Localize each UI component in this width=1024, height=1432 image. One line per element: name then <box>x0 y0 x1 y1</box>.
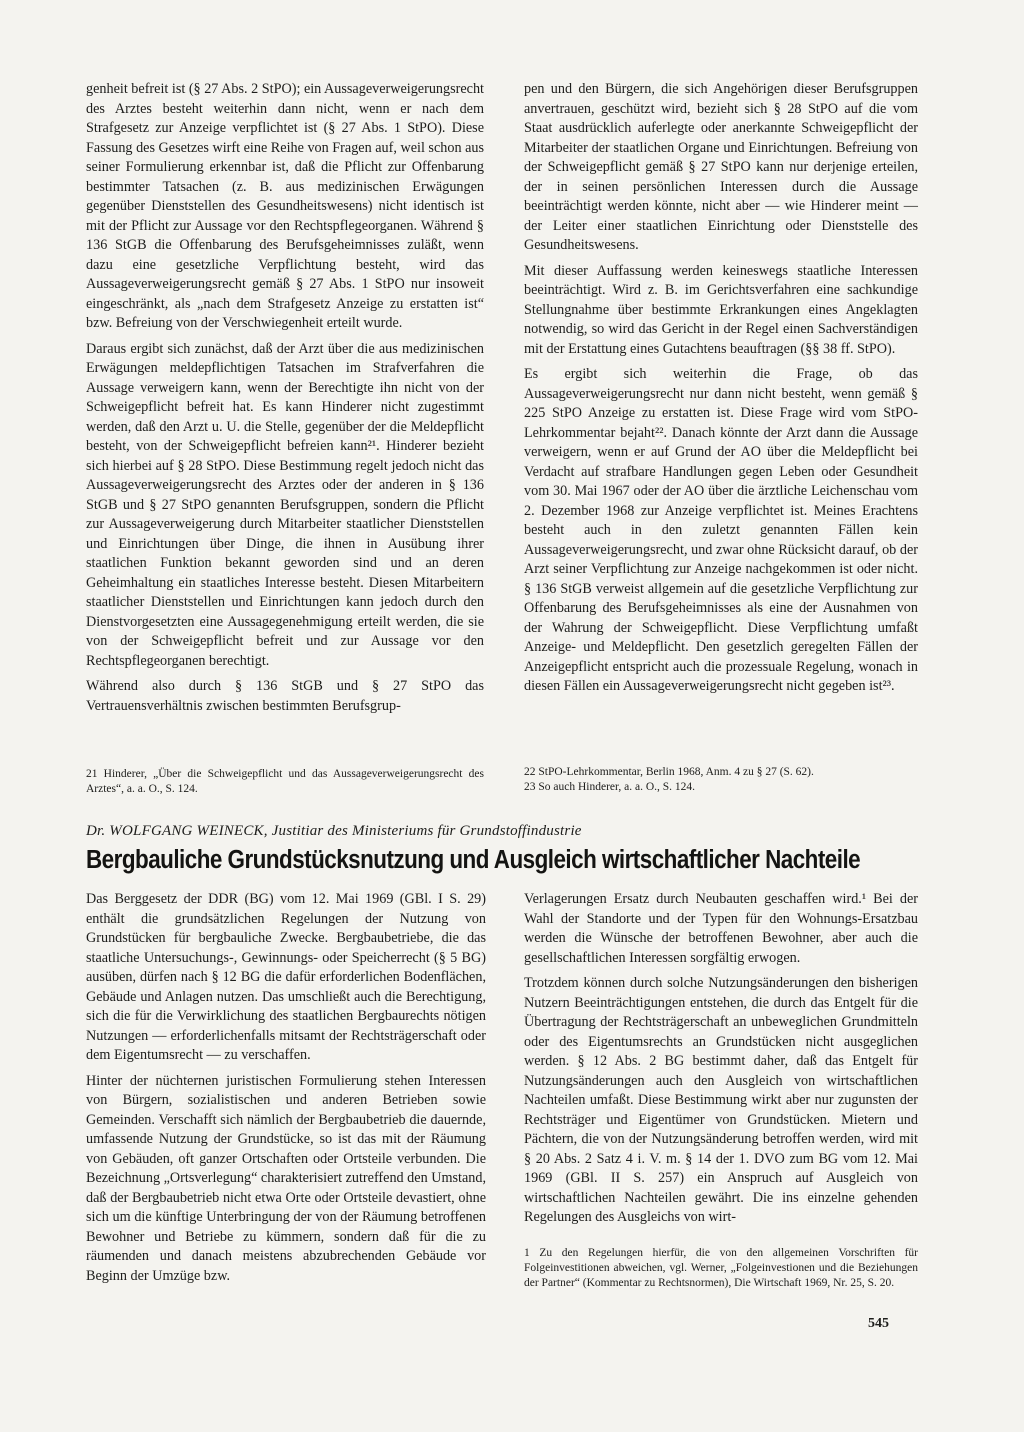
footnote: 21 Hinderer, „Über die Schweigepflicht und das Aussageverweigerungsrecht des Arztes“, a. a. O., S. 124. <box>86 768 484 795</box>
paragraph: Es ergibt sich weiterhin die Frage, ob das Aussageverweigerungsrecht nur dann nicht besteht, wenn gemäß § 225 StPO Anzeige zu erstatten ist. Diese Frage wird vom StPO-Lehrkommentar bejaht²². Danach könnte der Arzt dann die Aussage verweigern, wenn er auf Grund der AO über die Meldepflicht bei Verdacht auf strafbare Handlungen gegen Leben oder Gesundheit vom 30. Mai 1967 oder der AO über die ärztliche Leichenschau vom 2. Dezember 1968 zur Anzeige verpflichtet ist. Meines Erachtens besteht auch in den zuletzt genannten Fällen kein Aussageverweigerungsrecht, und zwar ohne Rücksicht darauf, ob der Arzt seiner Verpflichtung zur Anzeige nachgekommen ist oder nicht. § 136 StGB verweist allgemein auf die gesetzliche Verpflichtung zur Offenbarung des Berufsgeheimnisses als eine der Ausnahmen von der Wahrung der Schweigepflicht. Diese Verpflichtung umfaßt Anzeige- und Meldepflicht. Den gesetzlich geregelten Fällen der Anzeigepflicht entspricht auch die prozessuale Regelung, wonach in diesen Fällen ein Aussageverweigerungsrecht nicht gegeben ist²³. <box>524 366 918 694</box>
top-right-column <box>524 80 918 703</box>
paragraph: Während also durch § 136 StGB und § 27 StPO das Vertrauensverhältnis zwischen bestimmten Berufsgrup- <box>86 678 484 714</box>
footnote-rule <box>86 760 146 761</box>
page-number: 545 <box>868 1316 889 1331</box>
paragraph: pen und den Bürgern, die sich Angehörigen dieser Berufsgruppen anvertrauen, geschützt wird, bezieht sich § 28 StPO auf die vom Staat ausdrücklich auferlegte oder anerkannte Schweigepflicht der Mitarbeiter der staatlichen Organe und Einrichtungen. Befreiung von der Schweigepflicht gemäß § 27 StPO kann nur derjenige erteilen, der in seinen persönlichen Interessen durch die Aussage beeinträchtigt werden könnte, nicht aber — wie Hinderer meint — der Leiter einer staatlichen Einrichtung oder Dienststelle des Gesundheitswesens. <box>524 81 918 253</box>
footnote: 23 So auch Hinderer, a. a. O., S. 124. <box>524 781 696 793</box>
footnote: 22 StPO-Lehrkommentar, Berlin 1968, Anm. 4 zu § 27 (S. 62). <box>524 766 814 778</box>
top-left-footnotes <box>86 767 484 797</box>
paragraph: Daraus ergibt sich zunächst, daß der Arzt über die aus medizinischen Erwägungen meldepflichtigen Tatsachen im Strafverfahren die Aussage verweigern kann, wenn der Berechtigte ihn nicht von der Schweigepflicht befreit hat. Es kann Hinderer nicht zugestimmt werden, daß den Arzt u. U. die Stelle, gegenüber der die Meldepflicht besteht, von der Schweigepflicht befreien kann²¹. Hinderer bezieht sich hierbei auf § 28 StPO. Diese Bestimmung regelt jedoch nicht das Aussageverweigerungsrecht des Arztes oder der anderen in § 136 StGB und § 27 StPO genannten Berufsgruppen, sondern die Pflicht zur Aussageverweigerung durch Mitarbeiter staatlicher Dienststellen und Einrichtungen über Dinge, die ihnen in Ausübung ihrer staatlichen Funktion bekannt geworden sind und an deren Geheimhaltung ein staatliches Interesse besteht. Diesen Mitarbeitern staatlicher Dienststellen und Einrichtungen kann jedoch durch den Dienstvorgesetzten eine Aussagegenehmigung erteilt werden, die sie von der Schweigepflicht befreit und zur Aussage vor den Rechtspflegeorganen berechtigt. <box>86 340 484 669</box>
paragraph: Verlagerungen Ersatz durch Neubauten geschaffen wird.¹ Bei der Wahl der Standorte und der Typen für den Wohnungs-Ersatzbau werden die Wünsche der betroffenen Bewohner, aber auch die gesellschaftlichen Interessen sorgfältig erwogen. <box>524 891 918 966</box>
footnote: 1 Zu den Regelungen hierfür, die von den allgemeinen Vorschriften für Folgeinvestitionen abweichen, vgl. Werner, „Folgeinvestionen und die Beziehungen der Partner“ (Kommentar zu Rechtsnormen), Die Wirtschaft 1969, Nr. 25, S. 20. <box>524 1247 918 1289</box>
bottom-right-footnotes <box>524 1246 918 1291</box>
paragraph: Trotzdem können durch solche Nutzungsänderungen den bisherigen Nutzern Beeinträchtigungen entstehen, die durch das Entgelt für die Übertragung der Rechtsträgerschaft an unbeweglichen Grundmitteln oder des Eigentumsrechts an Grundstücken nicht ausgeglichen werden. § 12 Abs. 2 BG bestimmt daher, daß das Entgelt für Nutzungsänderungen auch den Ausgleich von wirtschaftlichen Nachteilen umfaßt. Diese Bestimmung wirkt aber nur zugunsten der Rechtsträger und Eigentümer von Grundstücken. Mietern und Pächtern, die von der Nutzungsänderung betroffen werden, wird mit § 20 Abs. 2 Satz 4 i. V. m. § 14 der 1. DVO zum BG vom 12. Mai 1969 (GBl. II S. 257) ein Anspruch auf Ausgleich von wirtschaftlichen Nachteilen gewährt. Die ins einzelne gehenden Regelungen des Ausgleichs von wirt- <box>524 975 918 1225</box>
article-author: Dr. WOLFGANG WEINECK, Justitiar des Ministeriums für Grundstoffindustrie <box>86 823 582 839</box>
bottom-right-column <box>524 890 918 1234</box>
top-left-column <box>86 80 484 722</box>
top-right-footnotes <box>524 765 918 795</box>
paragraph: genheit befreit ist (§ 27 Abs. 2 StPO); ein Aussageverweigerungsrecht des Arztes besteht weiterhin dann nicht, wenn er nach dem Strafgesetz zur Anzeige verpflichtet ist (§ 27 Abs. 1 StPO). Diese Fassung des Gesetzes wirft eine Reihe von Fragen auf, weil schon aus seiner Formulierung erkennbar ist, daß die Pflicht zur Offenbarung bestimmter Tatsachen (z. B. aus medizinischen Erwägungen gegenüber Dienststellen des Gesundheitswesens) nicht identisch ist mit der Pflicht zur Aussage vor den Rechtspflegeorganen. Während § 136 StGB die Offenbarung des Berufsgeheimnisses zuläßt, wenn dazu eine gesetzliche Verpflichtung besteht, wird das Aussageverweigerungsrecht gemäß § 27 Abs. 1 StPO nur insoweit eingeschränkt, als „nach dem Strafgesetz Anzeige zu erstatten ist“ bzw. Befreiung von der Verschwiegenheit erteilt wurde. <box>86 81 484 331</box>
paragraph: Mit dieser Auffassung werden keineswegs staatliche Interessen beeinträchtigt. Wird z. B. im Gerichtsverfahren eine sachkundige Stellungnahme über bestimmte Erkrankungen eines Angeklagten notwendig, so wird das Gericht in der Regel einen Sachverständigen mit der Erstattung eines Gutachtens beauftragen (§§ 38 ff. StPO). <box>524 262 918 357</box>
article-title: Bergbauliche Grundstücksnutzung und Ausgleich wirtschaftlicher Nachteile <box>86 846 861 874</box>
bottom-left-column <box>86 890 486 1292</box>
paragraph: Das Berggesetz der DDR (BG) vom 12. Mai 1969 (GBl. I S. 29) enthält die grundsätzlichen Regelungen der Nutzung von Grundstücken für bergbauliche Zwecke. Bergbaubetriebe, die das staatliche Untersuchungs-, Gewinnungs- oder Speicherrecht (§ 5 BG) ausüben, dürfen nach § 12 BG die dafür erforderlichen Bodenflächen, Gebäude und Anlagen nutzen. Das umschließt auch die Berechtigung, sich die für die Verwirklichung des staatlichen Bergbaurechts nötigen Nutzungen — erforderlichenfalls mitsamt der Rechtsträgerschaft oder dem Eigentumsrecht — zu verschaffen. <box>86 891 486 1063</box>
paragraph: Hinter der nüchternen juristischen Formulierung stehen Interessen von Bürgern, sozialistischen und anderen Betrieben sowie Gemeinden. Verschafft sich nämlich der Bergbaubetrieb die dauernde, umfassende Nutzung der Grundstücke, so ist das mit der Räumung von Gebäuden, oft ganzer Ortschaften oder Ortsteile verbunden. Die Bezeichnung „Ortsverlegung“ charakterisiert zutreffend den Umstand, daß der Bergbaubetrieb nicht etwa Orte oder Ortsteile devastiert, ohne sich um die künftige Unterbringung der von der Räumung betroffenen Bewohner und Betriebe zu kümmern, sondern daß für die zu räumenden und danach meistens abzubrechenden Gebäude vor Beginn der Umzüge bzw. <box>86 1072 486 1284</box>
